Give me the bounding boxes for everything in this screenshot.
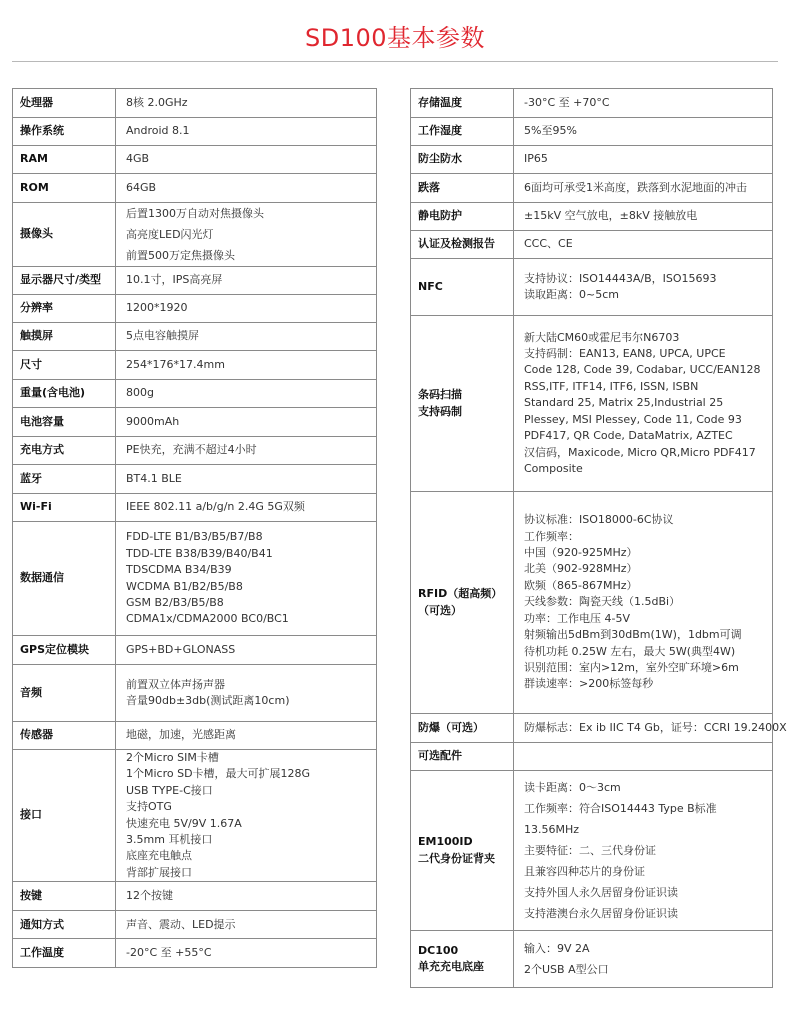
spec-value-line: 输入：9V 2A [524,942,590,955]
spec-label [411,259,514,316]
spec-row [13,408,377,437]
spec-label-line: 操作系统 [20,124,64,138]
spec-row [13,203,377,267]
spec-row [13,522,377,636]
spec-value-line: -30°C 至 +70°C [524,95,610,109]
spec-row [13,89,377,118]
spec-row [411,714,773,743]
spec-row [411,89,773,118]
spec-label-line: EM100ID [418,835,473,849]
spec-label-line: 认证及检测报告 [418,237,495,251]
spec-value [116,494,377,522]
spec-value-line: 待机功耗 0.25W 左右，最大 5W(典型4W) [524,644,736,658]
spec-value [116,267,377,295]
spec-value-line: 13.56MHz [524,823,580,836]
spec-row [13,750,377,882]
spec-value-line: PDF417, QR Code, DataMatrix, AZTEC [524,429,733,443]
spec-value-line: 6面均可承受1米高度，跌落到水泥地面的冲击 [524,180,747,194]
spec-value-line: 9000mAh [126,414,180,428]
spec-value-line: 功率：工作电压 4-5V [524,611,630,625]
spec-row [411,771,773,931]
spec-value-line: RSS,ITF, ITF14, ITF6, ISSN, ISBN [524,379,699,393]
spec-row [411,203,773,231]
spec-label-line: RAM [20,152,48,166]
spec-value-line: 支持协议：ISO14443A/B，ISO15693 [524,271,717,285]
spec-value-line: 800g [126,386,154,400]
spec-row [13,437,377,465]
spec-value-line: 64GB [126,180,157,194]
spec-label-line: 可选配件 [418,749,462,763]
spec-label [13,351,116,380]
spec-label-line: （可选） [418,603,462,617]
spec-row [411,231,773,259]
spec-row [13,174,377,203]
spec-value [514,89,773,118]
spec-value [514,771,773,931]
spec-value-line: 群读速率：>200标签每秒 [524,677,654,691]
spec-value-line: Standard 25, Matrix 25,Industrial 25 [524,396,724,410]
spec-value [116,118,377,146]
spec-label-line: 跌落 [418,180,440,194]
spec-label [411,174,514,203]
spec-label-line: 传感器 [20,728,53,742]
spec-value-line: ±15kV 空气放电，±8kV 接触放电 [524,209,698,223]
spec-row [13,939,377,968]
spec-row [13,911,377,939]
spec-value [514,118,773,146]
spec-value-line: 2个Micro SIM卡槽 [126,751,219,764]
spec-value-line: CCC、CE [524,237,573,251]
spec-table-left [12,88,377,968]
spec-value [116,146,377,174]
spec-value-line: GPS+BD+GLONASS [126,642,236,656]
spec-label-line: 处理器 [20,95,53,109]
spec-label-line: 显示器尺寸/类型 [20,273,102,287]
spec-row [13,636,377,665]
spec-table-right [410,88,787,988]
spec-row [13,465,377,494]
spec-label-line: 静电防护 [418,209,462,223]
spec-value-line: 254*176*17.4mm [126,357,225,371]
spec-value-line: 10.1寸，IPS高亮屏 [126,273,223,287]
spec-value-line: 底座充电触点 [126,849,192,863]
spec-value [116,911,377,939]
spec-label [411,89,514,118]
spec-value-line: 主要特征：二、三代身份证 [524,844,656,857]
spec-value-line: 射频输出5dBm到30dBm(1W)，1dbm可调 [524,628,742,642]
spec-row [411,259,773,316]
spec-value-line: 支持港澳台永久居留身份证识读 [524,907,678,920]
spec-label-line: ROM [20,180,49,194]
spec-value-line: PE快充，充满不超过4小时 [126,443,257,457]
spec-value-line: 4GB [126,152,150,166]
spec-row [13,267,377,295]
spec-value [116,174,377,203]
spec-value-line: 新大陆CM60或霍尼韦尔N6703 [524,330,680,344]
spec-value-line: 读卡距离：0～3cm [524,781,621,794]
spec-value-line: Android 8.1 [126,124,190,138]
spec-value-line: WCDMA B1/B2/B5/B8 [126,579,243,593]
spec-row [411,146,773,174]
spec-label-line: RFID（超高频） [418,587,503,601]
spec-value-line: -20°C 至 +55°C [126,946,212,960]
spec-value-line: Code 128, Code 39, Codabar, UCC/EAN128 [524,363,761,377]
spec-value [514,743,773,771]
spec-value [116,522,377,636]
spec-label [13,323,116,351]
spec-label [411,931,514,988]
spec-value [116,295,377,323]
spec-label [13,295,116,323]
spec-value [116,203,377,267]
spec-value-line: 1200*1920 [126,301,188,315]
spec-label [13,882,116,911]
spec-value-line: TDD-LTE B38/B39/B40/B41 [126,546,273,560]
spec-value-line: CDMA1x/CDMA2000 BC0/BC1 [126,612,289,626]
spec-label [13,465,116,494]
spec-label-line: 充电方式 [20,443,64,457]
spec-label-line: 工作温度 [20,946,64,960]
spec-value [116,465,377,494]
spec-value-line: 地磁，加速，光感距离 [126,728,236,742]
spec-row [13,118,377,146]
spec-label [13,939,116,968]
spec-value-line: 工作频率： [524,529,579,543]
spec-value-line: BT4.1 BLE [126,471,182,485]
spec-label [13,118,116,146]
spec-label [411,231,514,259]
spec-value-line: 5%至95% [524,124,577,138]
spec-value [116,408,377,437]
spec-value-line: 支持OTG [126,800,172,814]
spec-value [116,939,377,968]
spec-value-line: 欧频（865-867MHz） [524,578,638,592]
spec-value-line: 汉信码，Maxicode, Micro QR,Micro PDF417 [524,445,756,459]
spec-value-line: 协议标准：ISO18000-6C协议 [524,513,674,527]
spec-value [116,89,377,118]
spec-value [116,665,377,722]
spec-row [411,492,773,714]
spec-label [13,665,116,722]
spec-value-line: GSM B2/B3/B5/B8 [126,595,224,609]
spec-value [514,931,773,988]
spec-label [13,437,116,465]
spec-label [13,146,116,174]
spec-row [411,743,773,771]
spec-label-line: 存储温度 [418,95,462,109]
spec-label-line: DC100 [418,943,459,957]
spec-value [116,351,377,380]
spec-value [116,636,377,665]
spec-row [13,665,377,722]
spec-row [13,351,377,380]
spec-label-line: 按键 [20,889,42,903]
spec-label-line: GPS定位模块 [20,642,90,656]
spec-label [13,911,116,939]
spec-value-line: FDD-LTE B1/B3/B5/B7/B8 [126,530,263,544]
spec-label [411,743,514,771]
spec-value-line: USB TYPE-C接口 [126,783,213,797]
spec-value-line: TDSCDMA B34/B39 [126,563,232,577]
spec-value-line: 快速充电 5V/9V 1.67A [126,816,242,830]
spec-label-line: 支持码制 [418,404,462,418]
spec-label-line: 摄像头 [20,227,53,241]
spec-value-line: 且兼容四种芯片的身份证 [524,865,645,878]
spec-label-line: 尺寸 [20,357,42,371]
spec-value-line: 背部扩展接口 [126,865,192,879]
spec-label-line: 重量(含电池) [20,386,86,400]
spec-label-line: 工作湿度 [418,124,462,138]
spec-label [13,494,116,522]
spec-row [411,931,773,988]
spec-value-line: 北美（902-928MHz） [524,562,638,576]
spec-value-line: 12个按键 [126,889,173,903]
spec-value-line: 中国（920-925MHz） [524,546,638,560]
spec-value [514,492,773,714]
spec-label [13,174,116,203]
spec-label [411,203,514,231]
spec-label [411,492,514,714]
spec-label [411,146,514,174]
spec-label-line: 电池容量 [20,414,64,428]
spec-value-line: 识别范围：室内>12m，室外空旷环境>6m [524,660,739,674]
spec-value-line: 后置1300万自动对焦摄像头 [126,207,264,220]
spec-value-line: 8核 2.0GHz [126,95,188,109]
spec-value-line: 工作频率：符合ISO14443 Type B标准 [524,802,717,815]
spec-label-line: 防爆（可选） [418,720,484,734]
spec-label-line: 接口 [20,808,42,822]
spec-value-line: 支持码制：EAN13, EAN8, UPCA, UPCE [524,347,726,361]
spec-label [13,89,116,118]
spec-value-line: 读取距离：0~5cm [524,288,619,301]
spec-value-line: 3.5mm 耳机接口 [126,833,213,847]
spec-value [514,174,773,203]
spec-value-line: 1个Micro SD卡槽，最大可扩展128G [126,767,311,781]
spec-value [514,146,773,174]
spec-label-line: 二代身份证背夹 [418,851,495,865]
spec-value-line: Plessey, MSI Plessey, Code 11, Code 93 [524,412,742,426]
spec-value-line: 5点电容触摸屏 [126,329,199,343]
spec-label-line: Wi-Fi [20,500,52,514]
spec-value-line: 高亮度LED闪光灯 [126,228,214,241]
page-title: SD100基本参数 [304,24,486,52]
spec-value [514,714,787,743]
spec-row [411,118,773,146]
spec-label-line: 通知方式 [20,917,64,931]
spec-label-line: NFC [418,279,443,293]
spec-row [411,316,773,492]
spec-label-line: 数据通信 [20,571,64,585]
spec-value [116,437,377,465]
spec-label [411,771,514,931]
spec-value-line: 2个USB A型公口 [524,963,609,976]
spec-value-line: Composite [524,461,583,475]
spec-value-line: 前置500万定焦摄像头 [126,249,235,262]
spec-value [116,380,377,408]
spec-value-line: 支持外国人永久居留身份证识读 [524,886,678,899]
spec-value-line: 音量90db±3db(测试距离10cm) [126,694,290,707]
spec-value [514,259,773,316]
spec-label [411,118,514,146]
spec-label-line: 防尘防水 [418,152,462,166]
spec-label-line: 条码扫描 [418,388,462,402]
spec-label [411,316,514,492]
spec-value-line: IEEE 802.11 a/b/g/n 2.4G 5G双频 [126,500,305,514]
title-divider [12,61,778,62]
spec-row [13,146,377,174]
spec-row [411,174,773,203]
spec-label [13,267,116,295]
spec-value [514,203,773,231]
spec-value [514,316,773,492]
spec-label [13,203,116,267]
spec-value-line: 前置双立体声扬声器 [126,677,225,691]
spec-label-line: 分辨率 [20,301,53,315]
spec-label-line: 蓝牙 [20,471,42,485]
spec-value-line: 天线参数：陶瓷天线（1.5dBi） [524,595,681,609]
spec-label [13,522,116,636]
spec-label [13,722,116,750]
spec-value [514,231,773,259]
spec-row [13,380,377,408]
spec-row [13,323,377,351]
spec-label [13,380,116,408]
spec-label-line: 音频 [20,685,42,699]
spec-value-line: 声音、震动、LED提示 [126,917,236,931]
spec-label [411,714,514,743]
spec-label-line: 触摸屏 [20,329,53,343]
spec-label [13,750,116,882]
spec-value [116,750,377,882]
spec-label-line: 单充充电底座 [418,960,484,973]
spec-value [116,323,377,351]
spec-row [13,882,377,911]
spec-label [13,636,116,665]
spec-value [116,722,377,750]
spec-value-line: IP65 [524,152,548,166]
spec-value-line: 防爆标志：Ex ib IIC T4 Gb，证号：CCRI 19.2400X [524,720,787,734]
spec-row [13,494,377,522]
spec-row [13,722,377,750]
spec-row [13,295,377,323]
spec-value [116,882,377,911]
spec-label [13,408,116,437]
